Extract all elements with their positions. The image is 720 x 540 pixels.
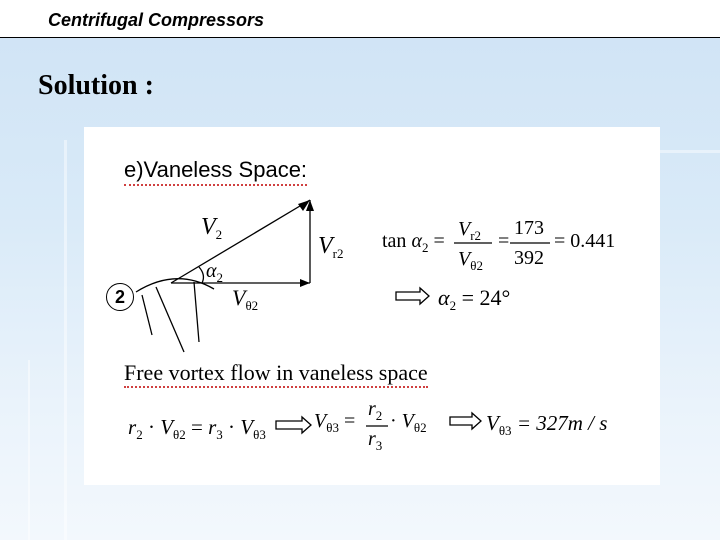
impeller-blade [156,287,184,352]
impeller-blade [194,282,199,342]
background-stripe [660,150,720,153]
vortex-vtheta3-lhs: $V_{\theta 3}$ = [314,410,356,435]
alpha2-arc [199,267,203,283]
content-panel [84,127,660,485]
alpha2-result: $\alpha_2 = 24^\circ$ [438,285,511,313]
vortex-equation-lhs: $r_2 \cdot V_{\theta 2} = r_3 \cdot V_{\theta 3}$ [128,415,266,442]
vortex-vtheta2-factor: · $V_{\theta 2}$ [390,410,427,435]
ratio-denominator: $r_3$ [368,428,383,453]
section-title: e)Vaneless Space: [124,157,307,186]
tan-denominator: $V_{\theta 2}$ [458,248,483,273]
vtheta2-label: $V_{\theta 2}$ [232,285,259,313]
tan-equation-lhs: $\tan \alpha_2$ = [382,230,445,255]
station-2-label: 2 [106,283,134,311]
implies-arrow-icon [450,413,481,429]
slide-header [0,0,720,38]
implies-arrow-icon [276,417,311,433]
v2-vector [171,200,310,283]
background-stripe [28,360,30,540]
tan-numerator: $V_{r2}$ [458,218,482,243]
ratio-numerator: $r_2$ [368,398,383,423]
vtheta2-arrowhead [300,279,310,287]
vr2-label: $V_{r2}$ [318,233,344,261]
implies-arrow-icon [396,288,429,304]
v2-label: $V_2$ [201,214,223,242]
background-stripe [64,140,67,540]
tan-equals: = [498,230,510,252]
impeller-blade [142,295,152,335]
tan-denominator-value: 392 [514,247,544,269]
slide-title: Centrifugal Compressors [48,10,265,30]
tan-numerator-value: 173 [514,217,544,239]
solution-heading: Solution : [38,70,154,101]
tan-result: = 0.441 [554,230,616,252]
vortex-result: $V_{\theta 3} = 327m / s$ [486,411,608,438]
alpha2-label: $\alpha_2$ [206,260,223,285]
free-vortex-subtitle: Free vortex flow in vaneless space [124,360,428,388]
